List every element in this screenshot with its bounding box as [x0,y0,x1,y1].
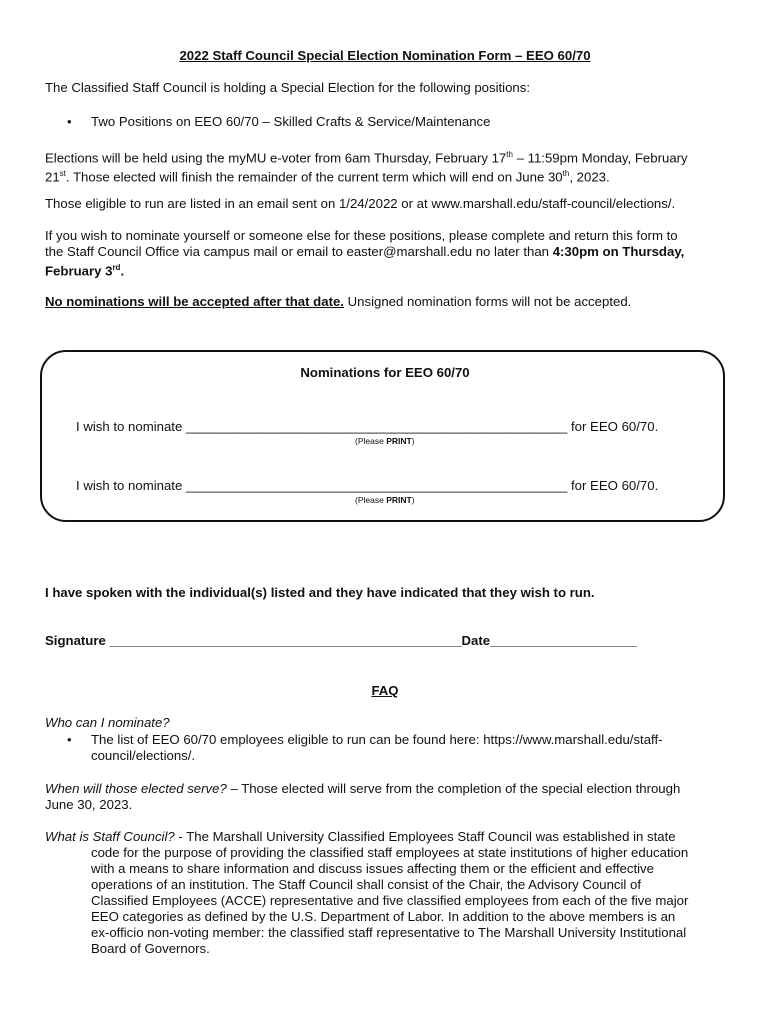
nominee-field-2[interactable]: ____________________________________________________ [185,478,568,493]
faq-question-2: When will those elected serve? [45,781,227,796]
print-note-2: (Please PRINT) [355,495,415,505]
elections-paragraph: Elections will be held using the myMU e-voter from 6am Thursday, February 17th – 11:59pm Monday, February 21st. Those elected will finish the remainder of the current term which will end on June 30th, 2023. [45,150,688,185]
warning-text: No nominations will be accepted after that date. Unsigned nomination forms will not be accepted. [45,294,632,309]
eligible-text: Those eligible to run are listed in an email sent on 1/24/2022 or at www.marshall.edu/staff-council/elections/. [45,196,676,211]
bullet-icon: • [67,114,72,129]
attestation-text: I have spoken with the individual(s) listed and they have indicated that they wish to run. [45,585,595,600]
intro-text: The Classified Staff Council is holding a Special Election for the following positions: [45,80,531,95]
submit-paragraph: If you wish to nominate yourself or someone else for these positions, please complete and return this form to the Staff Council Office via campus mail or email to easter@marshall.edu no later than 4:30pm on Thursday, February 3rd. [45,228,685,279]
deadline-text: 4:30pm on Thursday, [552,244,685,259]
nominee-field-1[interactable]: ____________________________________________________ [185,419,568,434]
faq-question-1: Who can I nominate? [45,715,170,730]
faq-answer-1: The list of EEO 60/70 employees eligible to run can be found here: https://www.marshall.edu/staff- council/elections/. [91,732,663,763]
bullet-icon: • [67,732,72,747]
nomination-row-2: I wish to nominate ____________________________________________________ for EEO 60/70. [76,478,659,493]
faq-heading: FAQ [371,683,399,698]
page-title: 2022 Staff Council Special Election Nomination Form – EEO 60/70 [179,48,591,63]
nomination-row-1: I wish to nominate ____________________________________________________ for EEO 60/70. [76,419,659,434]
date-field[interactable]: ____________________ [490,633,637,648]
faq-question-3: What is Staff Council? [45,829,175,844]
nominations-heading: Nominations for EEO 60/70 [300,365,470,380]
faq-item-3: What is Staff Council? - The Marshall University Classified Employees Staff Council was established in state code for the purpose of providing the classified staff employees at state institutions of higher education with a means to share information and discuss issues affecting them or the efficient and effective operations of an institution. The Staff Council shall consist of the Chair, the Advisory Council of Classified Employees (ACCE) representative and five classified employees from each of the five major EEO categories as defined by the U.S. Department of Labor. In addition to the above members is an ex-officio non-voting member: the classified staff representative to The Marshall University Institutional Board of Governors. [45,829,689,956]
signature-row: Signature ________________________________________________Date____________________ [45,633,637,648]
position-item: Two Positions on EEO 60/70 – Skilled Crafts & Service/Maintenance [91,114,491,129]
faq-item-2: When will those elected serve? – Those elected will serve from the completion of the special election through June 30, 2023. [45,781,681,812]
signature-field[interactable]: ________________________________________________ [109,633,462,648]
print-note-1: (Please PRINT) [355,436,415,446]
